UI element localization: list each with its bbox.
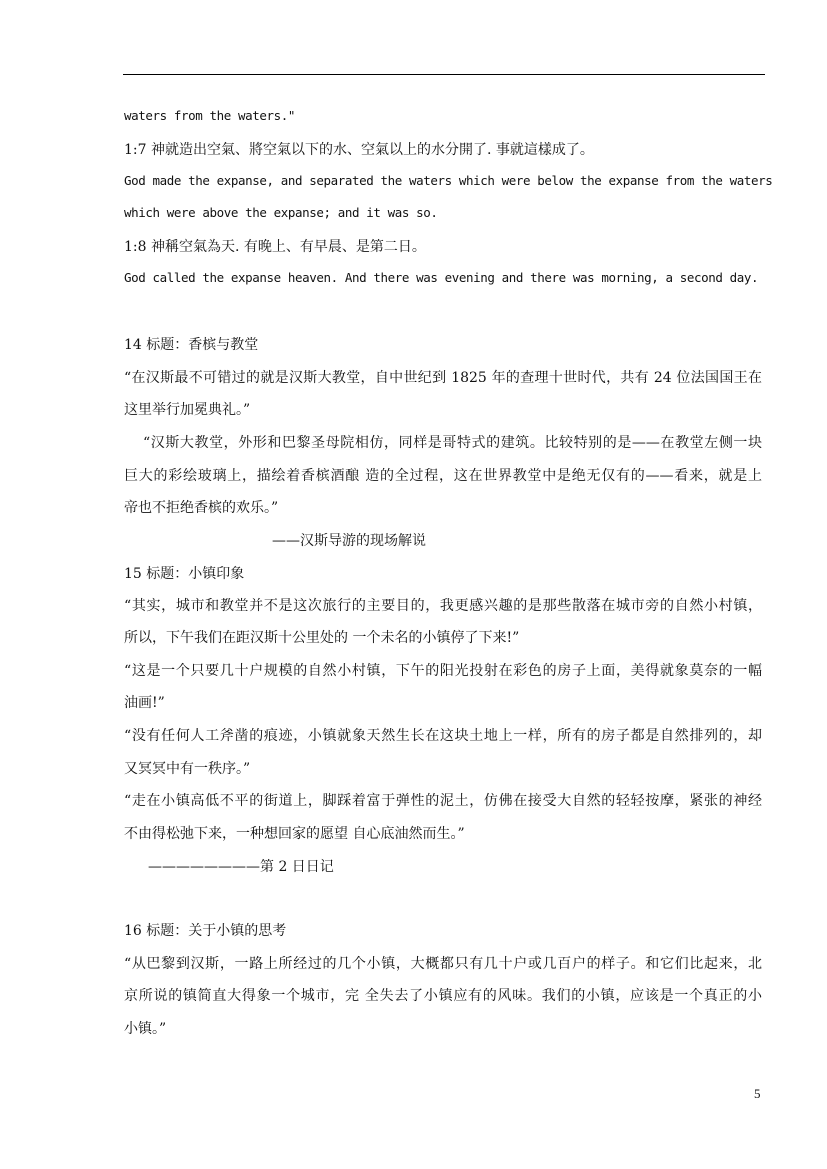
paragraph-line: 油画!” [124,695,165,711]
paragraph-line: 京所说的镇简直大得象一个城市，完 全失去了小镇应有的风味。我们的小镇，应该是一个真正的小 [124,988,762,1004]
text-line-en: waters from the waters." [124,108,296,123]
attribution: ————————第 2 日日记 [148,859,334,875]
heading-16: 16 标题：关于小镇的思考 [124,923,287,939]
header-rule [123,74,765,75]
verse-1-7-en-1: God made the expanse, and separated the waters which were below the expanse from the waters [124,173,773,188]
paragraph-line: “从巴黎到汉斯，一路上所经过的几个小镇，大概都只有几十户或几百户的样子。和它们比起来，北 [124,956,762,972]
paragraph-line: 巨大的彩绘玻璃上，描绘着香槟酒酿 造的全过程，这在世界教堂中是绝无仅有的——看来，就是上 [124,468,762,484]
verse-1-7-en-2: which were above the expanse; and it was so. [124,205,438,220]
paragraph-line: “没有任何人工斧凿的痕迹，小镇就象天然生长在这块土地上一样，所有的房子都是自然排列的，却 [124,728,762,744]
paragraph-line: 所以，下午我们在距汉斯十公里处的 一个未名的小镇停了下来!” [124,630,520,646]
paragraph-line: 帝也不拒绝香槟的欢乐。” [124,500,279,516]
paragraph-line: “这是一个只要几十户规模的自然小村镇，下午的阳光投射在彩色的房子上面，美得就象莫奈的一幅 [124,663,762,679]
verse-1-8-zh: 1:8 神稱空氣為天. 有晚上、有早晨、是第二日。 [124,239,426,255]
page-number: 5 [754,1086,761,1101]
heading-15: 15 标题：小镇印象 [124,566,245,582]
verse-1-8-en: God called the expanse heaven. And there was evening and there was morning, a second day. [124,270,759,285]
paragraph-line: “其实，城市和教堂并不是这次旅行的主要目的，我更感兴趣的是那些散落在城市旁的自然小村镇， [124,598,762,614]
paragraph-line: 这里举行加冕典礼。” [124,402,251,418]
heading-14: 14 标题：香槟与教堂 [124,337,259,353]
verse-1-7-zh: 1:7 神就造出空氣、將空氣以下的水、空氣以上的水分開了. 事就這樣成了。 [124,142,594,158]
paragraph-line: “在汉斯最不可错过的就是汉斯大教堂，自中世纪到 1825 年的查理十世时代，共有 24 位法国国王在 [124,370,762,386]
paragraph-line: 又冥冥中有一秩序。” [124,761,251,777]
paragraph-line: “汉斯大教堂，外形和巴黎圣母院相仿，同样是哥特式的建筑。比较特别的是——在教堂左侧一块 [143,435,762,451]
paragraph-line: “走在小镇高低不平的街道上，脚踩着富于弹性的泥土，仿佛在接受大自然的轻轻按摩，紧张的神经 [124,793,762,809]
paragraph-line: 不由得松弛下来，一种想回家的愿望 自心底油然而生。” [124,826,465,842]
paragraph-line: 小镇。” [124,1021,167,1037]
attribution: ——汉斯导游的现场解说 [272,533,426,549]
